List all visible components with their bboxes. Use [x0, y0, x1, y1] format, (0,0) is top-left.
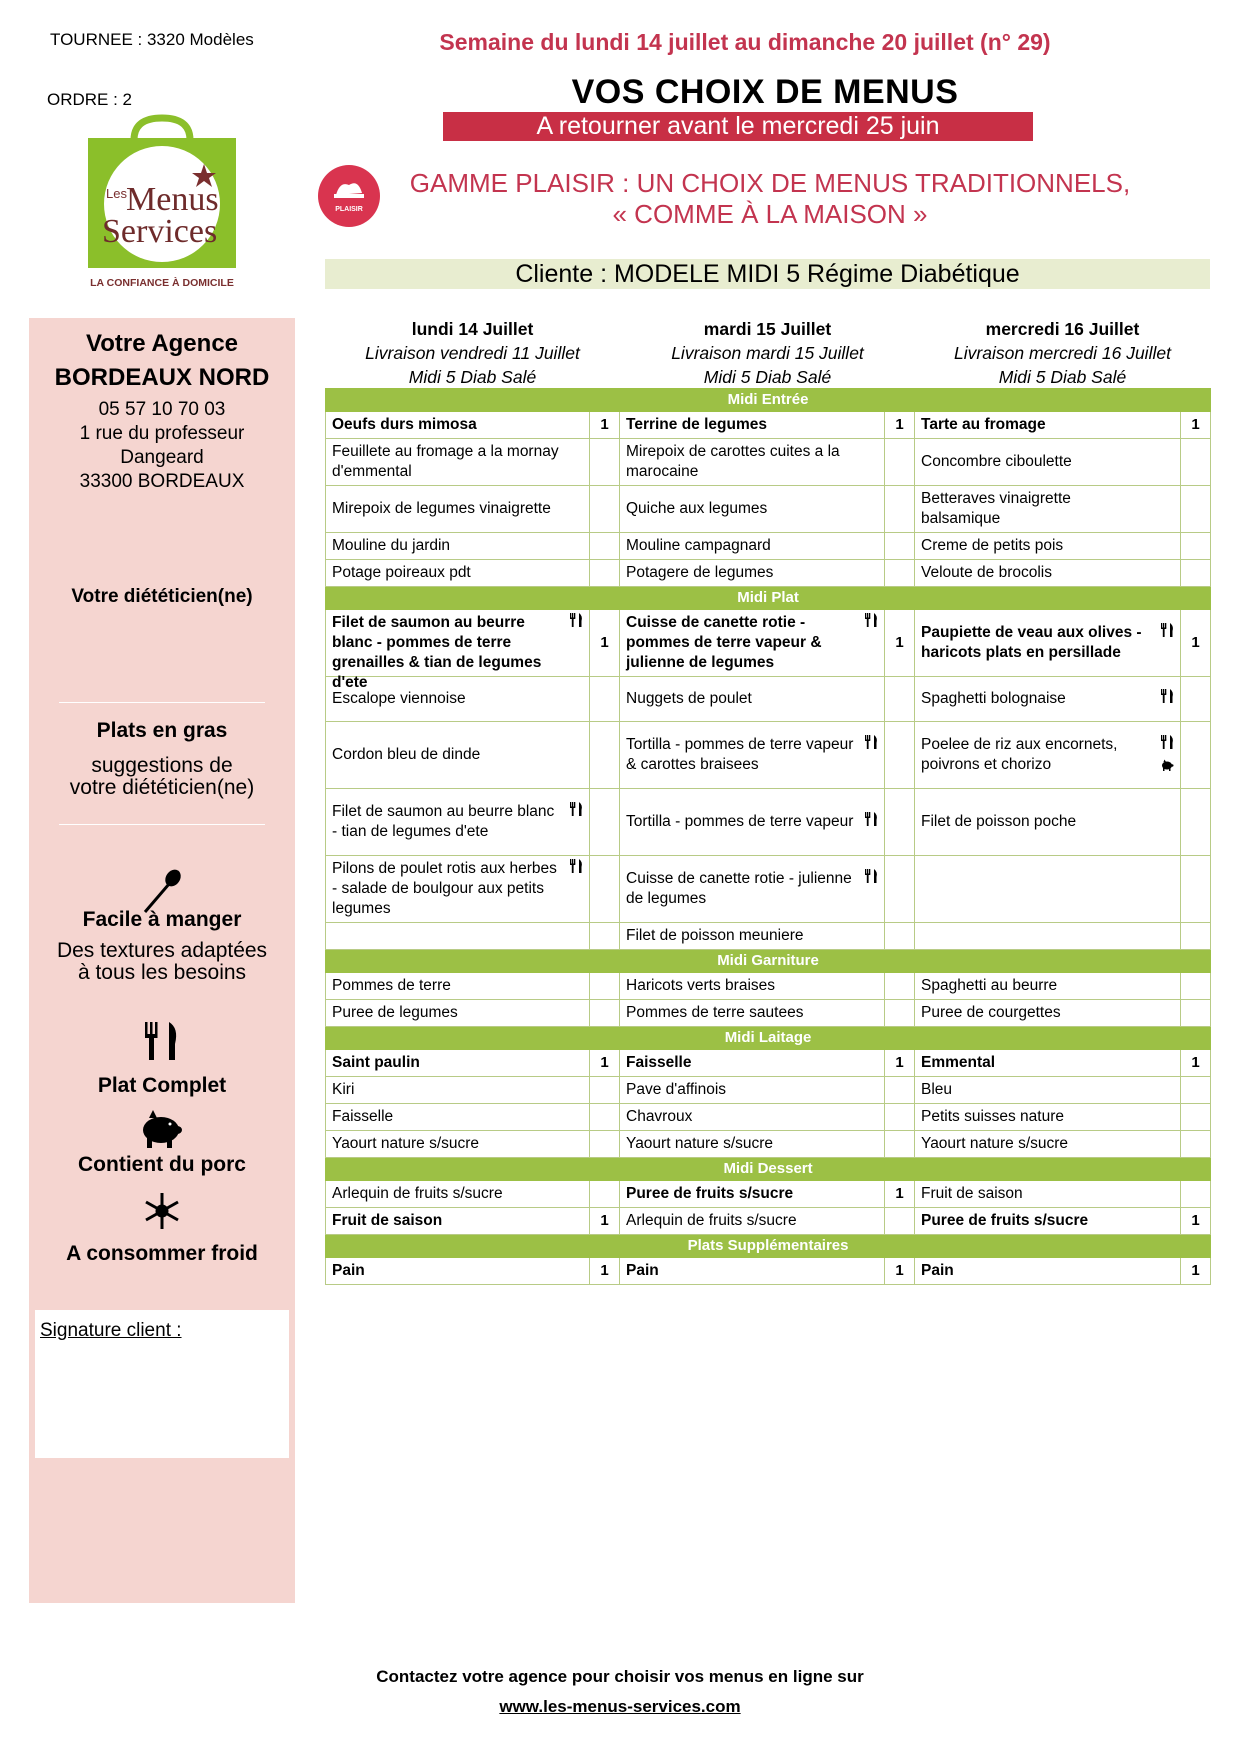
quantity-cell[interactable] — [590, 856, 620, 923]
dish-cell[interactable] — [326, 1131, 590, 1158]
dish-name: Spaghetti bolognaise — [921, 690, 1066, 707]
dish-cell[interactable] — [620, 1208, 885, 1235]
section-title: Midi Dessert — [326, 1158, 1211, 1181]
plat-complet-icon — [1160, 623, 1174, 643]
table-row — [326, 923, 1211, 950]
table-row — [326, 973, 1211, 1000]
dish-name: Pain — [626, 1262, 659, 1279]
dish-cell[interactable] — [620, 1131, 885, 1158]
section-header-plat — [326, 587, 1211, 610]
quantity-cell[interactable] — [1181, 973, 1211, 1000]
dish-cell[interactable] — [620, 1000, 885, 1027]
table-row — [326, 789, 1211, 856]
plat-complet-icon — [569, 859, 583, 879]
agence-address1: 1 rue du professeur — [79, 423, 245, 444]
dish-cell[interactable] — [326, 1181, 590, 1208]
snowflake-icon — [141, 1190, 183, 1237]
quantity-cell[interactable]: 1 — [885, 610, 915, 677]
table-row — [326, 610, 1211, 677]
pig-icon — [1160, 757, 1174, 777]
sidebar — [29, 318, 295, 1603]
section-header-laitage — [326, 1027, 1211, 1050]
table-row — [326, 1077, 1211, 1104]
dieteticien-label: Votre diététicien(ne) — [71, 586, 253, 607]
day-header-lundi — [325, 317, 620, 389]
dish-name: Haricots verts braises — [626, 977, 776, 994]
day-formule: Midi 5 Diab Salé — [998, 367, 1127, 387]
gamme-line1: GAMME PLAISIR : UN CHOIX DE MENUS TRADITIONNELS, — [409, 168, 1131, 198]
dish-name: Feuillete au fromage a la mornay d'emmental — [332, 443, 559, 480]
dish-cell[interactable] — [915, 722, 1181, 789]
quantity-cell[interactable] — [885, 923, 915, 950]
quantity-cell[interactable] — [1181, 439, 1211, 486]
pig-icon — [137, 1108, 185, 1155]
quantity-cell[interactable] — [885, 439, 915, 486]
table-row — [326, 722, 1211, 789]
quantity-cell[interactable] — [590, 486, 620, 533]
dish-cell[interactable] — [326, 412, 590, 439]
dish-cell[interactable] — [620, 610, 885, 677]
day-header-mardi — [620, 317, 915, 389]
dish-cell[interactable] — [915, 1104, 1181, 1131]
froid-label: A consommer froid — [66, 1242, 258, 1265]
section-header-garniture — [326, 950, 1211, 973]
dish-cell[interactable] — [326, 610, 590, 691]
dish-name: Puree de courgettes — [921, 1004, 1061, 1021]
dish-name: Puree de fruits s/sucre — [626, 1185, 794, 1202]
quantity-cell[interactable] — [590, 973, 620, 1000]
dish-cell[interactable] — [620, 923, 885, 950]
plaisir-badge-icon — [318, 165, 380, 227]
dish-name: Pommes de terre sautees — [626, 1004, 804, 1021]
table-row — [326, 1050, 1211, 1077]
quantity-cell[interactable] — [885, 1077, 915, 1104]
plat-complet-icon — [864, 613, 878, 633]
quantity-cell[interactable]: 1 — [1181, 1258, 1211, 1285]
quantity-cell[interactable]: 1 — [1181, 1050, 1211, 1077]
dish-name: Creme de petits pois — [921, 537, 1064, 554]
day-name: mercredi 16 Juillet — [985, 319, 1140, 339]
dish-cell[interactable] — [915, 677, 1181, 722]
quantity-cell[interactable] — [1181, 722, 1211, 789]
dish-name: Puree de legumes — [332, 1004, 458, 1021]
plat-complet-icon — [864, 735, 878, 755]
day-livraison: Livraison mardi 15 Juillet — [671, 343, 864, 363]
quantity-cell[interactable] — [1181, 1000, 1211, 1027]
facile-sub1: Des textures adaptées — [56, 939, 268, 962]
section-header-entree — [326, 389, 1211, 412]
quantity-cell[interactable] — [590, 1131, 620, 1158]
day-livraison: Livraison mercredi 16 Juillet — [954, 343, 1171, 363]
dish-cell[interactable] — [620, 856, 885, 923]
dish-name: Petits suisses nature — [921, 1108, 1065, 1125]
dish-name: Mouline campagnard — [626, 537, 771, 554]
quantity-cell[interactable] — [590, 722, 620, 789]
divider — [59, 824, 265, 825]
day-livraison: Livraison vendredi 11 Juillet — [365, 343, 580, 363]
gamme-line2: « COMME À LA MAISON » — [612, 199, 928, 229]
dish-cell[interactable] — [915, 856, 1181, 923]
quantity-cell[interactable] — [590, 439, 620, 486]
dish-name: Filet de poisson poche — [921, 813, 1077, 830]
quantity-cell[interactable] — [885, 1104, 915, 1131]
porc-label: Contient du porc — [78, 1153, 246, 1176]
quantity-cell[interactable]: 1 — [590, 412, 620, 439]
plat-complet-icon — [569, 802, 583, 822]
quantity-cell[interactable] — [590, 1077, 620, 1104]
agence-name: BORDEAUX NORD — [54, 364, 270, 391]
section-title: Midi Entrée — [326, 389, 1211, 412]
dish-name: Yaourt nature s/sucre — [332, 1135, 480, 1152]
dish-cell[interactable] — [915, 533, 1181, 560]
menus-services-logo — [86, 118, 238, 293]
dish-name: Mirepoix de carottes cuites a la marocaine — [626, 443, 840, 480]
quantity-cell[interactable] — [1181, 560, 1211, 587]
dish-cell[interactable] — [620, 412, 885, 439]
quantity-cell[interactable] — [590, 1104, 620, 1131]
dish-name: Pave d'affinois — [626, 1081, 727, 1098]
dish-name: Emmental — [921, 1054, 996, 1071]
dish-cell[interactable] — [915, 973, 1181, 1000]
quantity-cell[interactable]: 1 — [885, 1050, 915, 1077]
quantity-cell[interactable] — [590, 1181, 620, 1208]
facile-sub2: à tous les besoins — [77, 961, 247, 984]
dish-cell[interactable] — [326, 1208, 590, 1235]
facile-title: Facile à manger — [82, 908, 242, 931]
dish-cell[interactable] — [620, 533, 885, 560]
section-title: Midi Laitage — [326, 1027, 1211, 1050]
quantity-cell[interactable]: 1 — [885, 1258, 915, 1285]
dish-name: Kiri — [332, 1081, 355, 1098]
dish-name: Faisselle — [332, 1108, 394, 1125]
quantity-cell[interactable] — [1181, 486, 1211, 533]
dish-cell[interactable] — [620, 1181, 885, 1208]
menu-table — [325, 388, 1211, 1285]
agence-label: Votre Agence — [85, 330, 239, 357]
quantity-cell[interactable] — [885, 533, 915, 560]
dish-cell[interactable] — [915, 560, 1181, 587]
dish-cell[interactable] — [620, 439, 885, 486]
dish-name: Terrine de legumes — [626, 416, 767, 433]
table-row — [326, 560, 1211, 587]
day-name: lundi 14 Juillet — [411, 319, 534, 339]
gras-sub1: suggestions de — [91, 754, 233, 777]
dish-cell[interactable] — [620, 560, 885, 587]
quantity-cell[interactable]: 1 — [590, 1258, 620, 1285]
dish-cell[interactable] — [326, 439, 590, 486]
dish-cell[interactable] — [326, 1104, 590, 1131]
table-row — [326, 1258, 1211, 1285]
signature-box[interactable] — [35, 1310, 289, 1458]
dish-cell[interactable] — [915, 923, 1181, 950]
dish-cell[interactable] — [620, 722, 885, 789]
dish-name: Cuisse de canette rotie - julienne de legumes — [626, 870, 852, 907]
page-title: VOS CHOIX DE MENUS — [571, 73, 959, 111]
dish-name: Arlequin de fruits s/sucre — [626, 1212, 797, 1229]
dish-name: Tarte au fromage — [921, 416, 1046, 433]
quantity-cell[interactable] — [885, 560, 915, 587]
dish-cell[interactable] — [326, 560, 590, 587]
quantity-cell[interactable]: 1 — [885, 412, 915, 439]
quantity-cell[interactable] — [590, 677, 620, 722]
dish-name: Pilons de poulet rotis aux herbes - salade de boulgour aux petits legumes — [332, 860, 557, 917]
quantity-cell[interactable] — [1181, 789, 1211, 856]
dish-name: Cordon bleu de dinde — [332, 746, 481, 763]
quantity-cell[interactable] — [590, 560, 620, 587]
quantity-cell[interactable] — [1181, 1077, 1211, 1104]
dish-cell[interactable] — [915, 1131, 1181, 1158]
logo-menus: Menus — [126, 181, 219, 218]
quantity-cell[interactable] — [590, 533, 620, 560]
dish-name: Fruit de saison — [921, 1185, 1023, 1202]
dish-cell[interactable] — [915, 1077, 1181, 1104]
quantity-cell[interactable] — [590, 1000, 620, 1027]
dish-cell[interactable] — [326, 533, 590, 560]
dish-name: Paupiette de veau aux olives - haricots plats en persillade — [921, 624, 1142, 661]
table-row — [326, 856, 1211, 923]
dish-name: Filet de poisson meuniere — [626, 927, 804, 944]
quantity-cell[interactable]: 1 — [590, 1208, 620, 1235]
quantity-cell[interactable] — [1181, 533, 1211, 560]
dish-name: Filet de saumon au beurre blanc - pommes de terre grenailles & tian de legumes d'ete — [332, 614, 542, 691]
dish-cell[interactable] — [915, 439, 1181, 486]
dish-name: Betteraves vinaigrette balsamique — [921, 490, 1071, 527]
tournee-label: TOURNEE : 3320 Modèles — [50, 30, 254, 49]
table-row — [326, 486, 1211, 533]
section-title: Midi Plat — [326, 587, 1211, 610]
dish-name: Veloute de brocolis — [921, 564, 1052, 581]
plat-complet-icon — [864, 869, 878, 889]
quantity-cell[interactable]: 1 — [1181, 610, 1211, 677]
quantity-cell[interactable] — [885, 973, 915, 1000]
quantity-cell[interactable]: 1 — [1181, 1208, 1211, 1235]
dish-name: Tortilla - pommes de terre vapeur & carottes braisees — [626, 736, 854, 773]
dish-name: Nuggets de poulet — [626, 690, 752, 707]
quantity-cell[interactable]: 1 — [1181, 412, 1211, 439]
quantity-cell[interactable] — [885, 677, 915, 722]
dish-cell[interactable] — [620, 1104, 885, 1131]
section-title: Midi Garniture — [326, 950, 1211, 973]
dish-name: Puree de fruits s/sucre — [921, 1212, 1089, 1229]
quantity-cell[interactable]: 1 — [885, 1181, 915, 1208]
dish-name: Mouline du jardin — [332, 537, 451, 554]
agence-address3: 33300 BORDEAUX — [79, 471, 245, 492]
quantity-cell[interactable] — [1181, 923, 1211, 950]
dish-cell[interactable] — [326, 923, 590, 950]
quantity-cell[interactable] — [1181, 677, 1211, 722]
dish-cell[interactable] — [915, 1000, 1181, 1027]
quantity-cell[interactable] — [590, 789, 620, 856]
dish-cell[interactable] — [326, 1000, 590, 1027]
plat-complet-icon — [1160, 689, 1174, 709]
dish-name: Cuisse de canette rotie - pommes de terre vapeur & julienne de legumes — [626, 614, 822, 671]
agence-phone: 05 57 10 70 03 — [98, 399, 226, 420]
dish-cell[interactable] — [915, 1181, 1181, 1208]
quantity-cell[interactable] — [885, 722, 915, 789]
dish-cell[interactable] — [915, 412, 1181, 439]
dish-cell[interactable] — [326, 486, 590, 533]
deadline-banner: A retourner avant le mercredi 25 juin — [443, 112, 1033, 141]
cliente-bar: Cliente : MODELE MIDI 5 Régime Diabétique — [325, 259, 1210, 289]
dish-cell[interactable] — [326, 1050, 590, 1077]
table-row — [326, 1131, 1211, 1158]
dish-name: Concombre ciboulette — [921, 453, 1072, 470]
plaisir-badge-label: PLAISIR — [335, 206, 363, 213]
day-formule: Midi 5 Diab Salé — [703, 367, 832, 387]
ordre-label: ORDRE : 2 — [47, 90, 133, 109]
dish-cell[interactable] — [326, 856, 590, 923]
quantity-cell[interactable] — [1181, 1131, 1211, 1158]
gras-sub2: votre diététicien(ne) — [69, 776, 255, 799]
plat-complet-icon — [864, 812, 878, 832]
dish-cell[interactable] — [915, 1050, 1181, 1077]
plat-complet-icon — [139, 1018, 185, 1069]
week-title: Semaine du lundi 14 juillet au dimanche 20 juillet (n° 29) — [439, 29, 1051, 55]
quantity-cell[interactable] — [1181, 1104, 1211, 1131]
plat-complet-icon — [1160, 735, 1174, 755]
dish-name: Fruit de saison — [332, 1212, 443, 1229]
dish-name: Chavroux — [626, 1108, 693, 1125]
dish-cell[interactable] — [326, 1258, 590, 1285]
dish-cell[interactable] — [915, 1258, 1181, 1285]
dish-cell[interactable] — [915, 789, 1181, 856]
dish-cell[interactable] — [326, 973, 590, 1000]
quantity-cell[interactable] — [885, 486, 915, 533]
footer-website-link[interactable]: www.les-menus-services.com — [499, 1697, 741, 1716]
dish-cell[interactable] — [620, 677, 885, 722]
dish-cell[interactable] — [326, 722, 590, 789]
agence-address2: Dangeard — [120, 447, 204, 468]
dish-name: Saint paulin — [332, 1054, 420, 1071]
quantity-cell[interactable] — [885, 856, 915, 923]
dish-name: Oeufs durs mimosa — [332, 416, 477, 433]
logo-tagline: LA CONFIANCE À DOMICILE — [90, 277, 234, 289]
quantity-cell[interactable]: 1 — [590, 610, 620, 677]
dish-name: Arlequin de fruits s/sucre — [332, 1185, 503, 1202]
table-row — [326, 412, 1211, 439]
dish-name: Yaourt nature s/sucre — [626, 1135, 774, 1152]
dish-name: Bleu — [921, 1081, 953, 1098]
dish-cell[interactable] — [620, 789, 885, 856]
quantity-cell[interactable] — [1181, 1181, 1211, 1208]
quantity-cell[interactable] — [885, 789, 915, 856]
dish-name: Spaghetti au beurre — [921, 977, 1058, 994]
plat-complet-label: Plat Complet — [97, 1074, 227, 1097]
quantity-cell[interactable] — [885, 1208, 915, 1235]
day-header-mercredi — [915, 317, 1210, 389]
dish-name: Yaourt nature s/sucre — [921, 1135, 1069, 1152]
logo-les: Les — [106, 186, 127, 201]
dish-cell[interactable] — [915, 1208, 1181, 1235]
dish-cell[interactable] — [620, 1050, 885, 1077]
dish-cell[interactable] — [620, 1077, 885, 1104]
dish-cell[interactable] — [915, 610, 1181, 677]
dish-name: Filet de saumon au beurre blanc - tian de legumes d'ete — [332, 803, 555, 840]
divider — [59, 702, 265, 703]
quantity-cell[interactable]: 1 — [590, 1050, 620, 1077]
table-row — [326, 1208, 1211, 1235]
table-row — [326, 1000, 1211, 1027]
gras-title: Plats en gras — [96, 719, 228, 742]
dish-cell[interactable] — [620, 486, 885, 533]
dish-name: Potage poireaux pdt — [332, 564, 471, 581]
section-title: Plats Supplémentaires — [326, 1235, 1211, 1258]
table-row — [326, 533, 1211, 560]
dish-name: Quiche aux legumes — [626, 500, 768, 517]
dish-name: Potagere de legumes — [626, 564, 774, 581]
dish-name: Pain — [921, 1262, 954, 1279]
logo-services: Services — [102, 213, 218, 250]
day-name: mardi 15 Juillet — [703, 319, 832, 339]
dish-name: Poelee de riz aux encornets, poivrons et chorizo — [921, 736, 1118, 773]
plat-complet-icon — [569, 613, 583, 633]
footer-contact: Contactez votre agence pour choisir vos menus en ligne sur — [376, 1667, 864, 1686]
quantity-cell[interactable] — [885, 1131, 915, 1158]
section-header-dessert — [326, 1158, 1211, 1181]
quantity-cell[interactable] — [885, 1000, 915, 1027]
dish-cell[interactable] — [326, 1077, 590, 1104]
dish-name: Pain — [332, 1262, 365, 1279]
dish-cell[interactable] — [326, 789, 590, 856]
day-formule: Midi 5 Diab Salé — [408, 367, 537, 387]
dish-name: Escalope viennoise — [332, 690, 466, 707]
quantity-cell[interactable] — [1181, 856, 1211, 923]
dish-cell[interactable] — [620, 973, 885, 1000]
dish-name: Tortilla - pommes de terre vapeur — [626, 813, 854, 830]
table-row — [326, 1181, 1211, 1208]
table-row — [326, 1104, 1211, 1131]
table-row — [326, 439, 1211, 486]
dish-cell[interactable] — [620, 1258, 885, 1285]
dish-name: Faisselle — [626, 1054, 692, 1071]
dish-cell[interactable] — [915, 486, 1181, 533]
section-header-supp — [326, 1235, 1211, 1258]
dish-name: Mirepoix de legumes vinaigrette — [332, 500, 551, 517]
signature-label: Signature client : — [40, 1320, 182, 1341]
dish-name: Pommes de terre — [332, 977, 451, 994]
quantity-cell[interactable] — [590, 923, 620, 950]
gamme-title — [390, 168, 1150, 230]
